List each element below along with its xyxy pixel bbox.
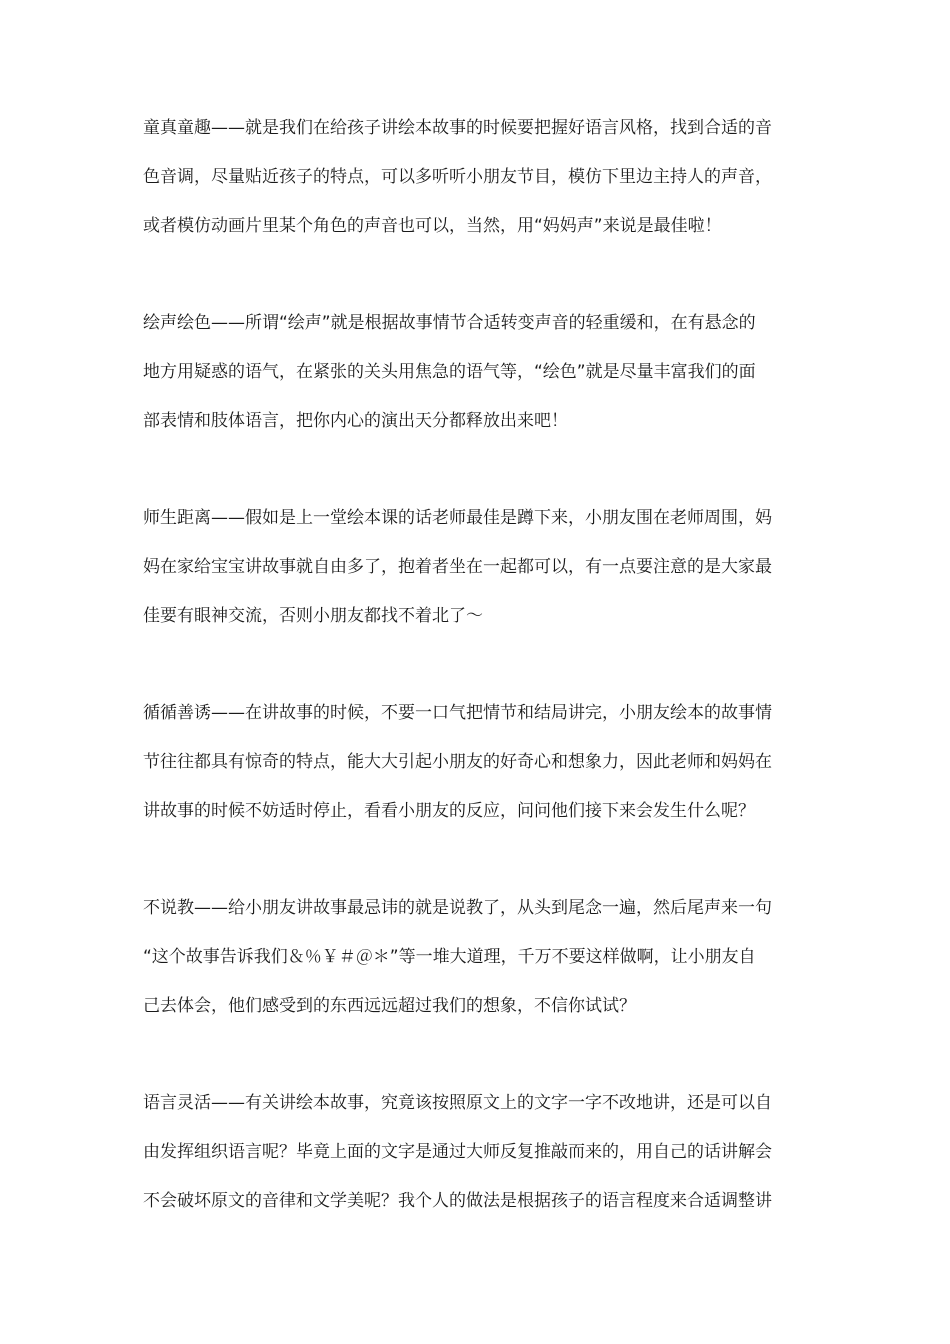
text-line: 绘声绘色——所谓“绘声”就是根据故事情节合适转变声音的轻重缓和，在有悬念的 [143,313,756,333]
text-line: 讲故事的时候不妨适时停止，看看小朋友的反应，问问他们接下来会发生什么呢？ [143,801,755,821]
text-line: 色音调，尽量贴近孩子的特点，可以多听听小朋友节目，模仿下里边主持人的声音， [143,167,772,187]
paragraph-teacher-student-distance [143,494,803,641]
text-line: 循循善诱——在讲故事的时候，不要一口气把情节和结局讲完，小朋友绘本的故事情 [143,703,772,723]
text-line: 或者模仿动画片里某个角色的声音也可以，当然，用“妈妈声”来说是最佳啦！ [143,216,722,236]
text-line: 妈在家给宝宝讲故事就自由多了，抱着者坐在一起都可以，有一点要注意的是大家最 [143,557,772,577]
text-line: 师生距离——假如是上一堂绘本课的话老师最佳是蹲下来，小朋友围在老师周围，妈 [143,508,772,528]
text-line: 地方用疑惑的语气，在紧张的关头用焦急的语气等，“绘色”就是尽量丰富我们的面 [143,362,756,382]
text-line: 己去体会，他们感受到的东西远远超过我们的想象，不信你试试？ [143,996,636,1016]
text-line: 佳要有眼神交流，否则小朋友都找不着北了～ [143,606,483,626]
text-line: 语言灵活——有关讲绘本故事，究竟该按照原文上的文字一字不改地讲，还是可以自 [143,1093,772,1113]
paragraph-no-preaching [143,884,803,1031]
text-line: 不说教——给小朋友讲故事最忌讳的就是说教了，从头到尾念一遍，然后尾声来一句 [143,898,772,918]
text-line: 童真童趣——就是我们在给孩子讲绘本故事的时候要把握好语言风格，找到合适的音 [143,118,772,138]
paragraph-flexible-language [143,1079,803,1226]
text-line: “这个故事告诉我们＆％￥＃＠＊”等一堆大道理，千万不要这样做啊，让小朋友自 [143,947,756,967]
text-line: 由发挥组织语言呢？毕竟上面的文字是通过大师反复推敲而来的，用自己的话讲解会 [143,1142,772,1162]
paragraph-childlike-fun [143,104,803,251]
text-line: 部表情和肢体语言，把你内心的演出天分都释放出来吧！ [143,411,568,431]
document-body [143,104,803,1274]
text-line: 不会破坏原文的音律和文学美呢？我个人的做法是根据孩子的语言程度来合适调整讲 [143,1191,772,1211]
paragraph-vivid-expression [143,299,803,446]
text-line: 节往往都具有惊奇的特点，能大大引起小朋友的好奇心和想象力，因此老师和妈妈在 [143,752,772,772]
paragraph-guided-inquiry [143,689,803,836]
